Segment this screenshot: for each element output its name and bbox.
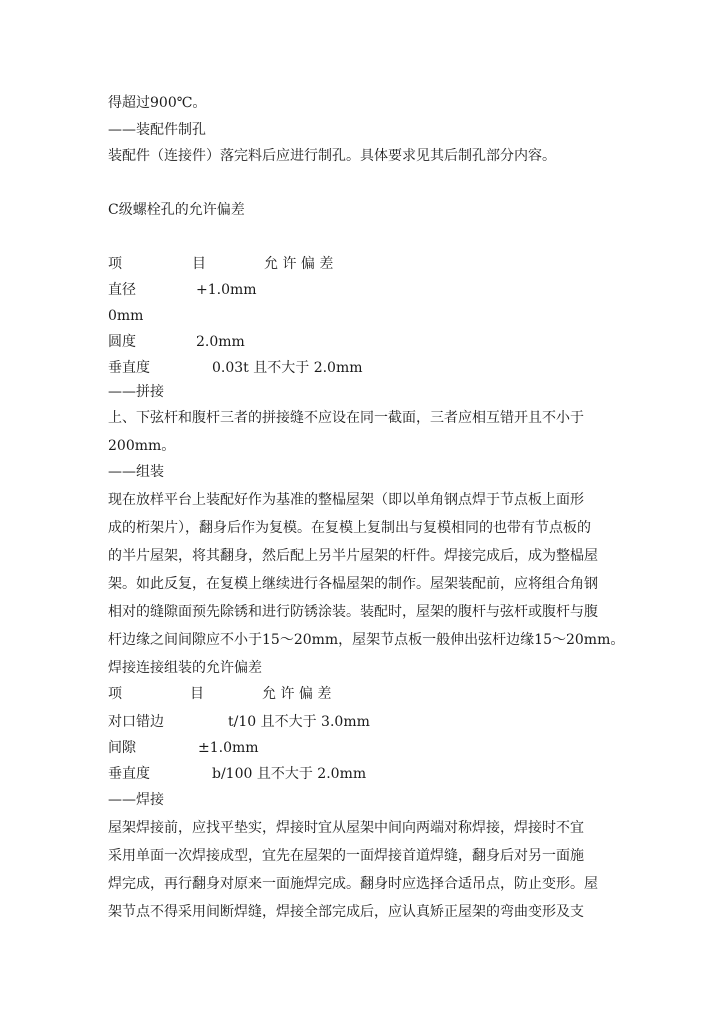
table2-row-label: 间隙 bbox=[108, 740, 136, 756]
table2-header-item: 项 bbox=[108, 686, 122, 702]
text-line: 得超过900℃。 bbox=[108, 95, 207, 111]
table-title-welded-assembly-tolerance: 焊接连接组装的允许偏差 bbox=[108, 660, 262, 676]
text-line: 成的桁架片），翻身后作为复模。在复模上复制出与复模相同的也带有节点板的 bbox=[108, 520, 591, 536]
table2-header-tolerance: 允 许 偏 差 bbox=[262, 686, 332, 702]
table1-row-value: 0.03t 且不大于 2.0mm bbox=[212, 360, 363, 376]
table1-row-label: 垂直度 bbox=[108, 360, 150, 376]
table2-header-mid: 目 bbox=[190, 686, 204, 702]
text-line: 上、下弦杆和腹杆三者的拼接缝不应设在同一截面，三者应相互错开且不小于 bbox=[108, 410, 584, 426]
text-line: 现在放样平台上装配好作为基准的整榀屋架（即以单角钢点焊于节点板上面形 bbox=[108, 492, 584, 508]
table2-row-label: 垂直度 bbox=[108, 766, 150, 782]
table-title-bolt-hole-tolerance: C级螺栓孔的允许偏差 bbox=[108, 202, 245, 218]
table1-header-mid: 目 bbox=[192, 256, 206, 272]
table1-row-value: +1.0mm bbox=[196, 282, 257, 298]
text-line: 200mm。 bbox=[108, 438, 176, 454]
table1-row-value: 2.0mm bbox=[196, 334, 245, 350]
table1-row-label: 直径 bbox=[108, 282, 136, 298]
table2-row-value: ±1.0mm bbox=[198, 740, 259, 756]
section-heading-assembly: ——组装 bbox=[108, 464, 164, 480]
table2-row-value: t/10 且不大于 3.0mm bbox=[228, 714, 370, 730]
text-line: 装配件（连接件）落完料后应进行制孔。具体要求见其后制孔部分内容。 bbox=[108, 148, 556, 164]
text-line: 屋架焊接前，应找平垫实，焊接时宜从屋架中间向两端对称焊接，焊接时不宜 bbox=[108, 820, 584, 836]
text-line: 架。如此反复，在复模上继续进行各榀屋架的制作。屋架装配前，应将组合角钢 bbox=[108, 576, 598, 592]
table1-row-label: 圆度 bbox=[108, 334, 136, 350]
section-heading-welding: ——焊接 bbox=[108, 792, 164, 808]
text-line: 0mm bbox=[108, 308, 144, 324]
table1-header-tolerance: 允 许 偏 差 bbox=[264, 256, 334, 272]
table1-header-item: 项 bbox=[108, 256, 122, 272]
text-line: 焊完成，再行翻身对原来一面施焊完成。翻身时应选择合适吊点，防止变形。屋 bbox=[108, 876, 598, 892]
text-line: 架节点不得采用间断焊缝，焊接全部完成后，应认真矫正屋架的弯曲变形及支 bbox=[108, 904, 584, 920]
section-heading-part-drilling: ——装配件制孔 bbox=[108, 122, 206, 138]
text-line: 采用单面一次焊接成型，宜先在屋架的一面焊接首道焊缝，翻身后对另一面施 bbox=[108, 848, 584, 864]
section-heading-splicing: ——拼接 bbox=[108, 384, 164, 400]
table2-row-label: 对口错边 bbox=[108, 714, 164, 730]
table2-row-value: b/100 且不大于 2.0mm bbox=[212, 766, 367, 782]
text-line: 相对的缝隙面预先除锈和进行防锈涂装。装配时，屋架的腹杆与弦杆或腹杆与腹 bbox=[108, 604, 598, 620]
text-line: 杆边缘之间间隙应不小于15～20mm，屋架节点板一般伸出弦杆边缘15～20mm。 bbox=[108, 632, 625, 648]
text-line: 的半片屋架，将其翻身，然后配上另半片屋架的杆件。焊接完成后，成为整榀屋 bbox=[108, 548, 598, 564]
